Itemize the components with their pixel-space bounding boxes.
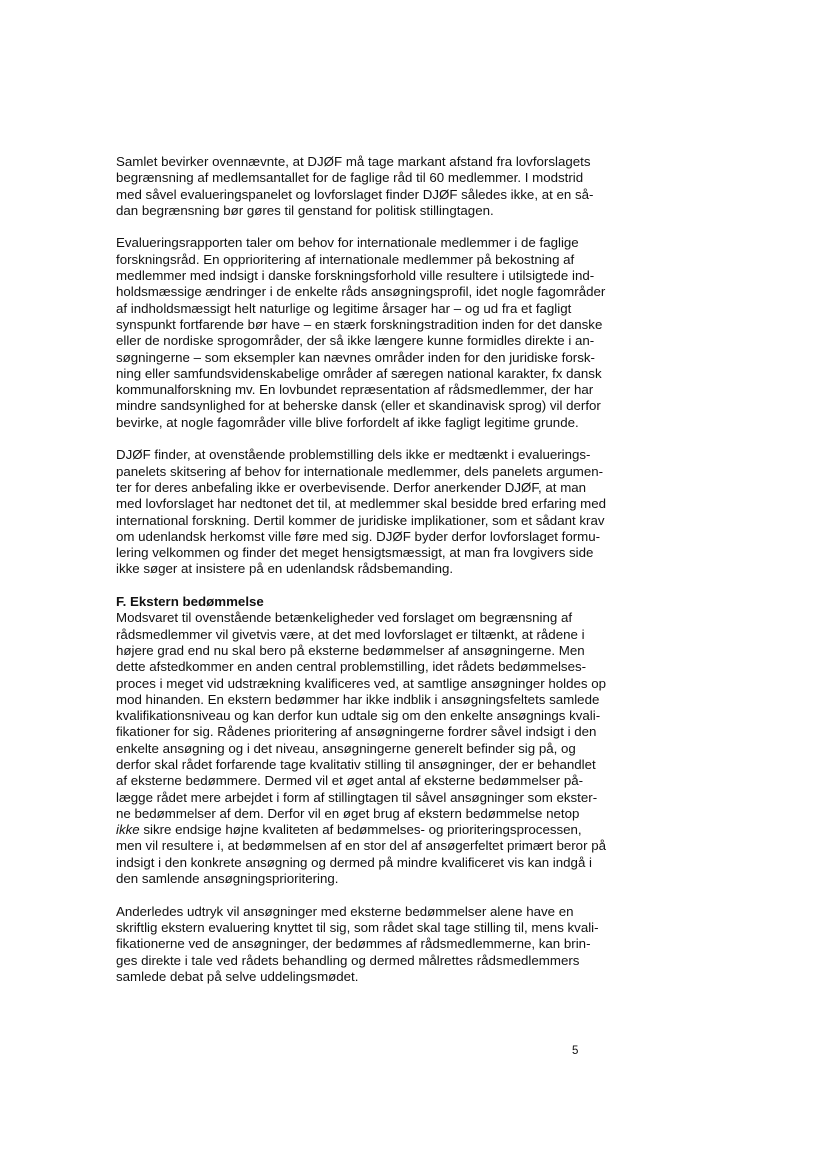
paragraph-5 bbox=[116, 904, 716, 985]
text-line: skriftlig ekstern evaluering knyttet til sig, som rådet skal tage stilling til, mens kvali- bbox=[116, 919, 599, 935]
text-line: holdsmæssige ændringer i de enkelte råds ansøgningsprofil, idet nogle fagområder bbox=[116, 284, 606, 300]
text-line: forskningsråd. En opprioritering af internationale medlemmer på bekostning af bbox=[116, 251, 575, 267]
text-line bbox=[116, 822, 716, 838]
text-line: Evalueringsrapporten taler om behov for internationale medlemmer i de faglige bbox=[116, 235, 579, 251]
text-line: Samlet bevirker ovennævnte, at DJØF må tage markant afstand fra lovforslagets bbox=[116, 154, 591, 169]
text-line: begrænsning af medlemsantallet for de faglige råd til 60 medlemmer. I modstrid bbox=[116, 170, 584, 186]
text-line: medlemmer med indsigt i danske forskningsforhold ville resultere i utilsigtede ind- bbox=[116, 268, 595, 284]
text-line: eller de nordiske sprogområder, der så ikke længere kunne formidles direkte i an- bbox=[116, 333, 595, 349]
paragraph-1 bbox=[116, 154, 716, 219]
text-line: synspunkt fortfarende bør have – en stærk forskningstradition inden for det danske bbox=[116, 316, 603, 332]
text-line: rådsmedlemmer vil givetvis være, at det med lovforslaget er tiltænkt, at rådene i bbox=[116, 626, 585, 642]
text-line: lægge rådet mere arbejdet i form af stillingtagen til såvel ansøgninger som ekster- bbox=[116, 789, 598, 805]
text-line: ning eller samfundsvidenskabelige områder af særegen national karakter, fx dansk bbox=[116, 365, 602, 381]
paragraph-gap bbox=[116, 578, 716, 594]
text-line: dan begrænsning bør gøres til genstand for politisk stillingtagen. bbox=[116, 202, 494, 218]
text-line: Modsvaret til ovenstående betænkeligheder ved forslaget om begrænsning af bbox=[116, 610, 573, 626]
paragraph-gap bbox=[116, 887, 716, 903]
text-line: kommunalforskning mv. En lovbundet repræsentation af rådsmedlemmer, der har bbox=[116, 382, 594, 398]
text-line: DJØF finder, at ovenstående problemstilling dels ikke er medtænkt i evaluerings- bbox=[116, 447, 591, 463]
text-line: Anderledes udtryk vil ansøgninger med eksterne bedømmelser alene have en bbox=[116, 903, 574, 919]
text-line: ikke søger at insistere på en udenlandsk rådsbemanding. bbox=[116, 561, 454, 577]
text-line: ne bedømmelser af dem. Derfor vil en øget brug af ekstern bedømmelse netop bbox=[116, 805, 580, 821]
text-line: søgningerne – som eksempler kan nævnes områder inden for den juridiske forsk- bbox=[116, 349, 595, 365]
text-line: samlede debat på selve uddelingsmødet. bbox=[116, 968, 359, 984]
paragraph-gap bbox=[116, 219, 716, 235]
text-line: men vil resultere i, at bedømmelsen af en stor del af ansøgerfeltet primært beror på bbox=[116, 838, 606, 854]
text-line: derfor skal rådet forfarende tage kvalitativ stilling til ansøgninger, der er behandlet bbox=[116, 756, 596, 772]
text-line: højere grad end nu skal bero på eksterne bedømmelser af ansøgningerne. Men bbox=[116, 642, 585, 658]
text-line: enkelte ansøgning og i det niveau, ansøgningerne generelt befinder sig på, og bbox=[116, 740, 576, 756]
text-line: med såvel evalueringspanelet og lovforslaget finder DJØF således ikke, at en så- bbox=[116, 186, 594, 202]
body-text bbox=[116, 154, 716, 985]
paragraph-2 bbox=[116, 235, 716, 431]
section-f bbox=[116, 594, 716, 887]
text-line: af indholdsmæssigt helt naturlige og legitime årsager har – og ud fra et fagligt bbox=[116, 300, 572, 316]
text-line: kvalifikationsniveau og kan derfor kun udtale sig om den enkelte ansøgnings kvali- bbox=[116, 708, 601, 724]
paragraph-3 bbox=[116, 447, 716, 577]
text-line: mindre sandsynlighed for at beherske dansk (eller et skandinavisk sprog) vil derfor bbox=[116, 398, 601, 414]
text-line: ter for deres anbefaling ikke er overbevisende. Derfor anerkender DJØF, at man bbox=[116, 479, 587, 495]
page-number: 5 bbox=[572, 1045, 579, 1057]
text-line: proces i meget vid udstrækning kvalificeres ved, at samtlige ansøgninger holdes op bbox=[116, 675, 607, 691]
text-line: med lovforslaget har nedtonet det til, at medlemmer skal besidde bred erfaring med bbox=[116, 496, 607, 512]
text-line: ges direkte i tale ved rådets behandling og dermed målrettes rådsmedlemmers bbox=[116, 952, 580, 968]
text-line: lering velkommen og finder det meget hensigtsmæssigt, at man fra lovgivers side bbox=[116, 545, 594, 561]
text-line: indsigt i den konkrete ansøgning og dermed på mindre kvalificeret vis kan indgå i bbox=[116, 854, 592, 870]
emphasis-word: ikke bbox=[116, 822, 140, 838]
text-line: fikationer for sig. Rådenes prioritering af ansøgningerne fordrer såvel indsigt i den bbox=[116, 724, 597, 740]
paragraph-gap bbox=[116, 431, 716, 447]
text-line: mod hinanden. En ekstern bedømmer har ikke indblik i ansøgningsfeltets samlede bbox=[116, 691, 600, 707]
text-line: af eksterne bedømmere. Dermed vil et øget antal af eksterne bedømmelser på- bbox=[116, 773, 584, 789]
text-line: den samlende ansøgningsprioritering. bbox=[116, 871, 339, 887]
text-line: om udenlandsk herkomst ville føre med sig. DJØF byder derfor lovforslaget formu- bbox=[116, 528, 601, 544]
text-line: international forskning. Dertil kommer de juridiske implikationer, som et sådant krav bbox=[116, 512, 605, 528]
section-heading: F. Ekstern bedømmelse bbox=[116, 594, 264, 610]
text-fragment: sikre endsige højne kvaliteten af bedømmelses- og prioriteringsprocessen, bbox=[139, 822, 582, 838]
text-line: dette afstedkommer en anden central problemstilling, idet rådets bedømmelses- bbox=[116, 659, 587, 675]
text-line: bevirke, at nogle fagområder ville blive forfordelt af ikke fagligt legitime grunde. bbox=[116, 414, 579, 430]
text-line: panelets skitsering af behov for internationale medlemmer, dels panelets argumen- bbox=[116, 463, 604, 479]
text-line: fikationerne ved de ansøgninger, der bedømmes af rådsmedlemmerne, kan brin- bbox=[116, 936, 591, 952]
